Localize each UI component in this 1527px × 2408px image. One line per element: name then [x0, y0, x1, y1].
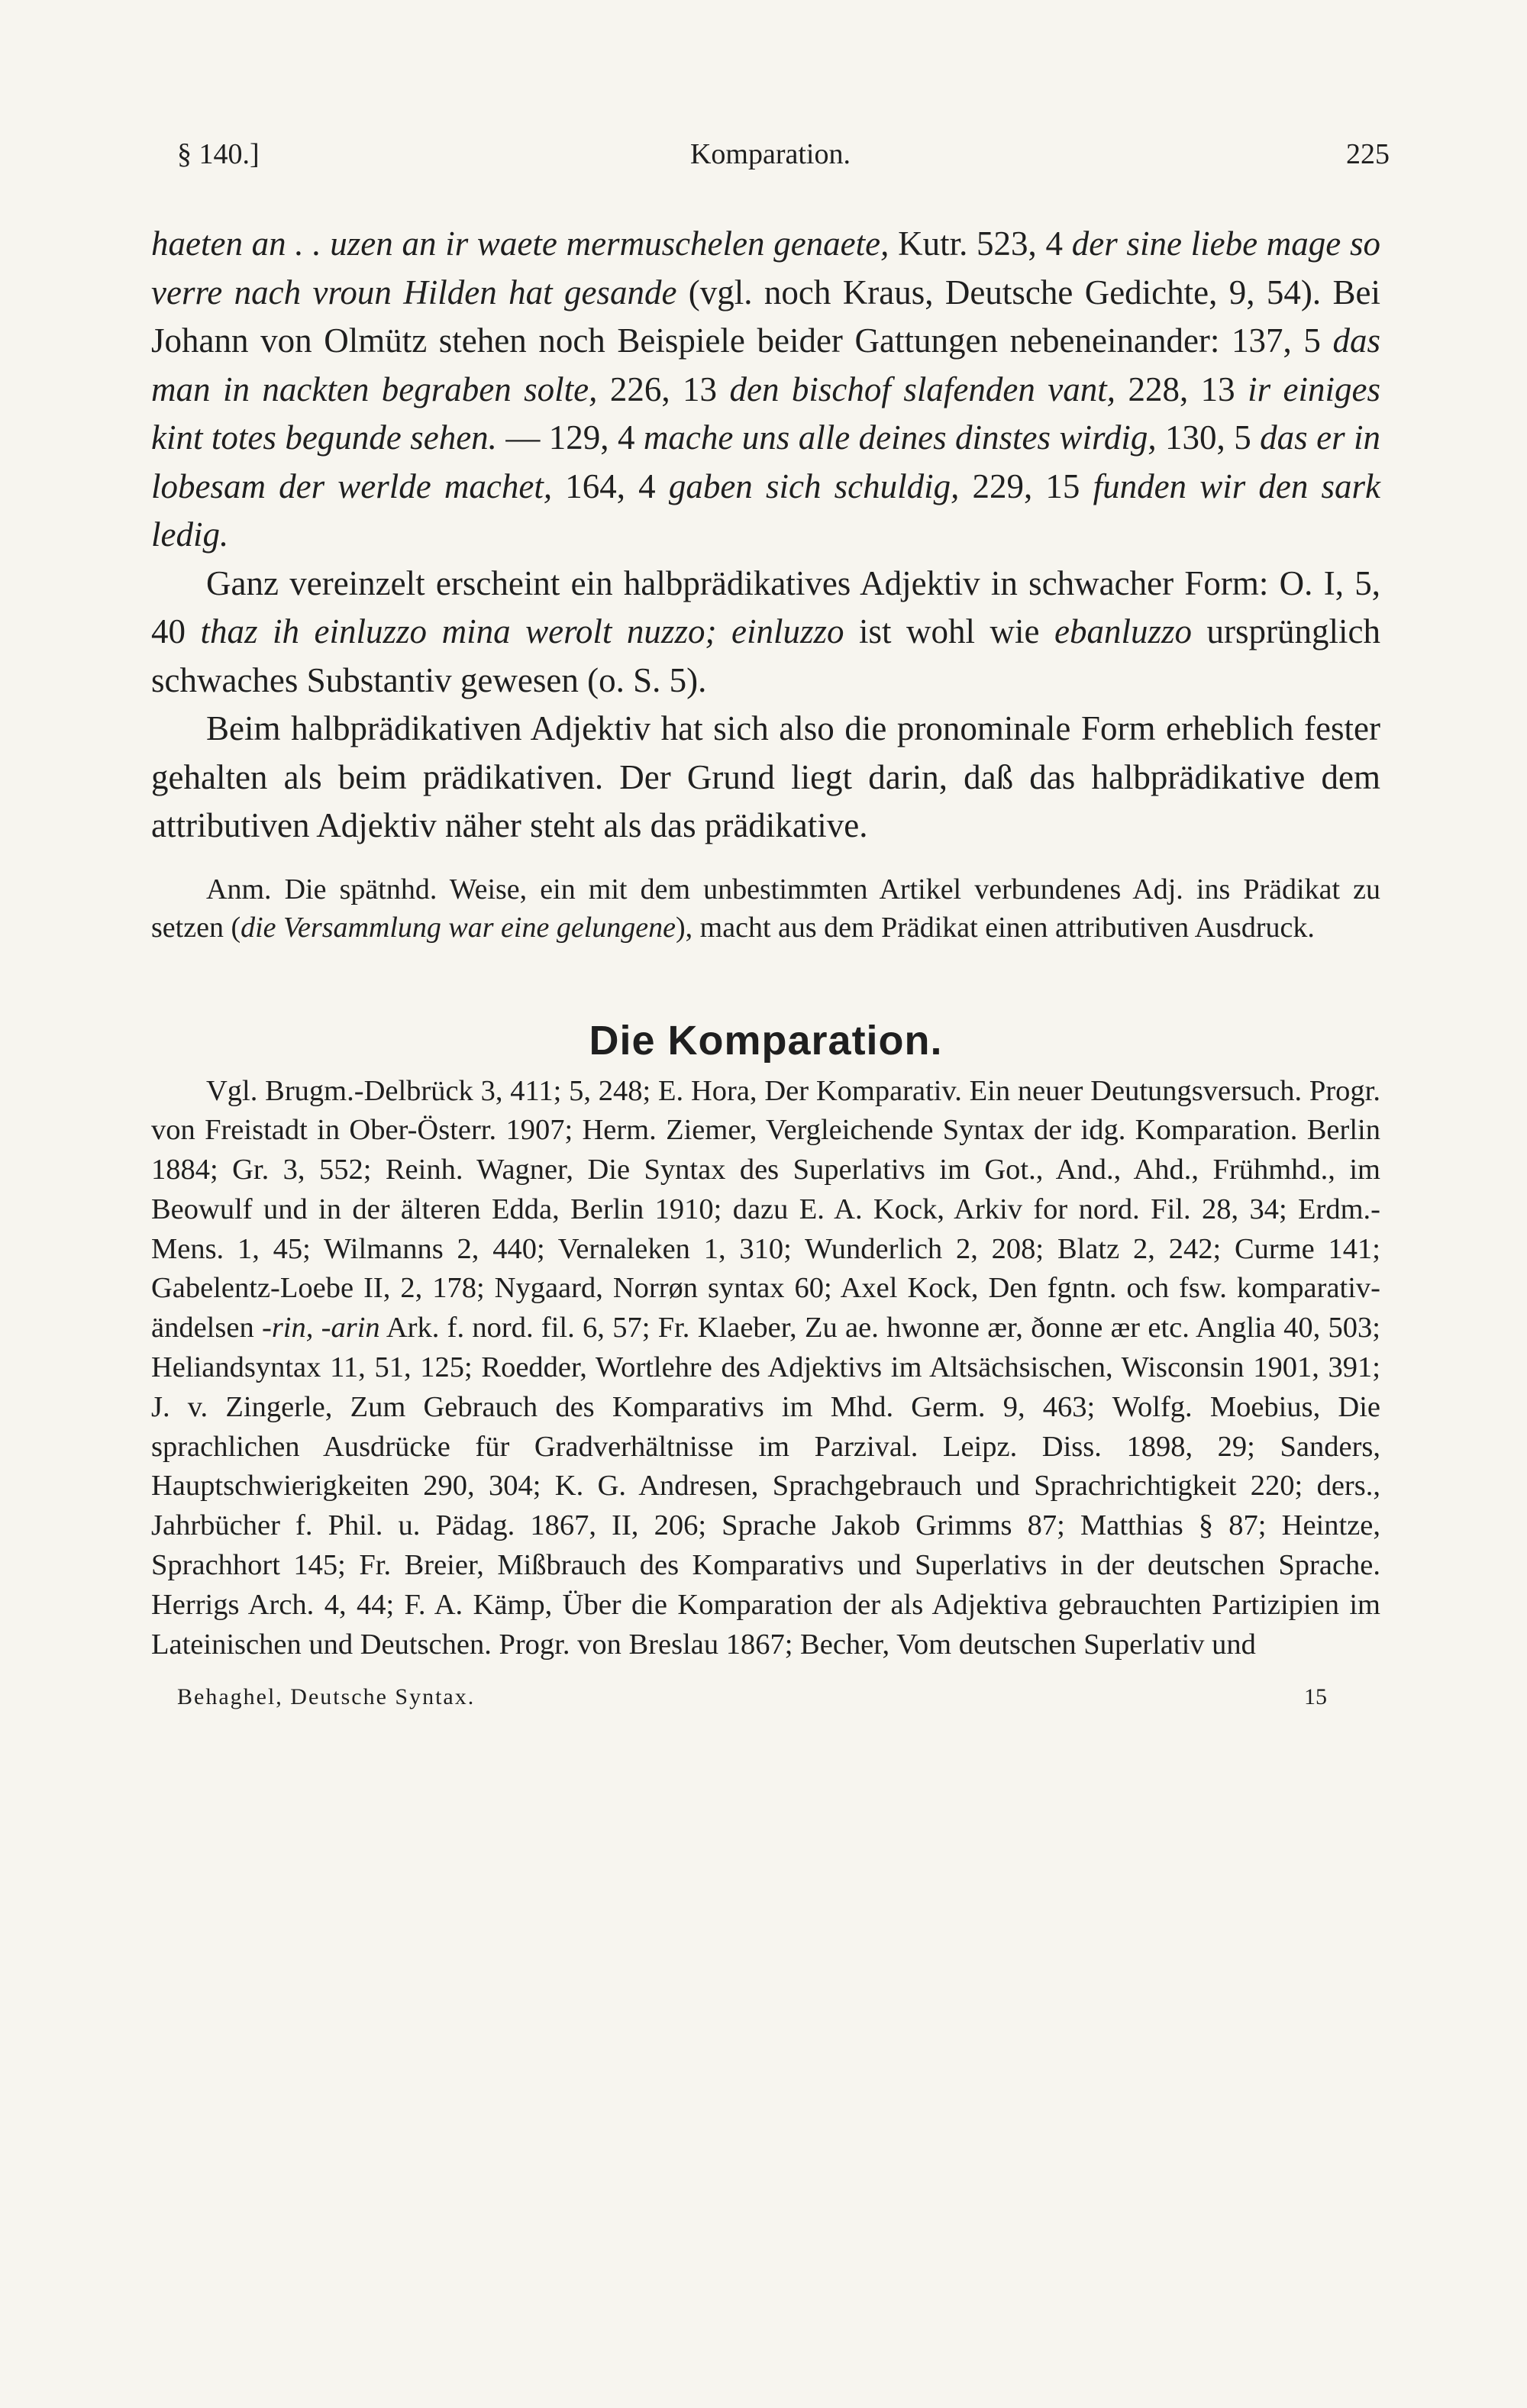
italic-text-run: den bischof slafenden vant, [729, 370, 1115, 408]
text-run: ist wohl wie [844, 612, 1055, 650]
text-run: Anm. Die spätnhd. Weise, ein mit dem unbestimmten Artikel verbundenes Adj. ins Prädikat zu setzen ( [151, 873, 1380, 944]
italic-text-run: funden wir den sark ledig. [151, 466, 1381, 554]
italic-text-run: thaz ih einluzzo mina werolt nuzzo; [200, 612, 717, 650]
italic-text-run: mache uns alle deines dinstes wirdig, [643, 418, 1157, 457]
text-run: Vgl. Brugm.-Delbrück 3, 411; 5, 248; E. Hora, Der Komparativ. Ein neuer Deutungsversuch. Progr. von Freistadt in Ober-Österr. 1907; Herm. Ziemer, Vergleichende Syntax der idg. Komparation. Berlin 1884; Gr. 3, 552; Reinh. Wagner, Die Syntax des Superlativs im Got., And., Ahd., Frühmhd., im Beowulf und in der älteren Edda, Berlin 1910; dazu E. A. Kock, Arkiv for nord. Fil. 28, 34; Erdm.-Mens. 1, 45; Wilmanns 2, 440; Vernaleken 1, 310; Wunderlich 2, 208; Blatz 2, 242; Curme 141; Gabelentz-Loebe II, 2, 178; Nygaard, Norrøn syntax 60; Axel Kock, Den fgntn. och fsw. komparativ-ändelsen [151, 1074, 1380, 1344]
paragraph-weak-form [151, 560, 1380, 705]
paragraph-examples [151, 220, 1380, 560]
text-run: — 129, 4 [496, 418, 644, 457]
text-run [716, 612, 731, 650]
footer-sheet-number: 15 [1304, 1684, 1327, 1710]
note-anm [151, 870, 1380, 947]
text-run: 229, 15 [959, 466, 1093, 505]
text-run: Kutr. 523, 4 [889, 224, 1072, 263]
text-run: 228, 13 [1115, 370, 1248, 408]
italic-text-run: gaben sich schuldig, [668, 466, 960, 505]
text-run: ), macht aus dem Prädikat einen attributiven Ausdruck. [676, 911, 1315, 944]
running-header [151, 137, 1390, 183]
page-footer [151, 1684, 1380, 1722]
text-run: 130, 5 [1156, 418, 1261, 457]
italic-text-run: die Versammlung war eine gelungene [241, 911, 676, 944]
body-text [151, 220, 1380, 851]
text-run: 164, 4 [552, 466, 669, 505]
italic-text-run: ir einiges kint totes begunde sehen. [151, 370, 1381, 457]
italic-text-run: einluzzo [731, 612, 844, 650]
text-run: 226, 13 [597, 370, 730, 408]
paragraph-conclusion [151, 705, 1380, 851]
italic-text-run: der sine liebe mage so verre nach vroun Hilden hat gesande [151, 224, 1380, 311]
footer-signature: Behaghel, Deutsche Syntax. [177, 1684, 476, 1710]
text-run: Ganz vereinzelt erscheint ein halbprädikatives Adjektiv in schwacher Form: O. I, 5, 40 [151, 563, 1380, 650]
section-title: Die Komparation. [589, 1017, 943, 1064]
header-section-ref: § 140.] [177, 138, 260, 170]
italic-text-run: das er in lobesam der werlde machet, [151, 418, 1381, 505]
bibliography [151, 1072, 1380, 1665]
header-title: Komparation. [689, 138, 851, 170]
italic-text-run: -rin, -arin [262, 1312, 380, 1344]
italic-text-run: ebanluzzo [1054, 612, 1193, 650]
text-run: Beim halbprädikativen Adjektiv hat sich also die pronominale Form erheblich fester gehalten als beim prädikativen. Der Grund liegt darin, daß das halbprädikative dem attributiven Adjektiv näher steht als das prädikative. [151, 709, 1380, 844]
text-run: ursprünglich schwaches Substantiv gewesen (o. S. 5). [151, 612, 1381, 699]
italic-text-run: haeten an . . uzen an ir waete mermuschelen genaete, [151, 224, 889, 263]
text-run: (vgl. noch Kraus, Deutsche Gedichte, 9, 54). Bei Johann von Olmütz stehen noch Beispiele beider Gattungen nebeneinander: 137, 5 [151, 273, 1380, 360]
text-run: Ark. f. nord. fil. 6, 57; Fr. Klaeber, Zu ae. hwonne ær, ðonne ær etc. Anglia 40, 503; Heliandsyntax 11, 51, 125; Roedder, Wortlehre des Adjektivs im Altsächsischen, Wisconsin 1901, 391; J. v. Zingerle, Zum Gebrauch des Komparativs im Mhd. Germ. 9, 463; Wolfg. Moebius, Die sprachlichen Ausdrücke für Gradverhältnisse im Parzival. Leipz. Diss. 1898, 29; Sanders, Hauptschwierigkeiten 290, 304; K. G. Andresen, Sprachgebrauch und Sprachrichtigkeit 220; ders., Jahrbücher f. Phil. u. Pädag. 1867, II, 206; Sprache Jakob Grimms 87; Matthias § 87; Heintze, Sprachhort 145; Fr. Breier, Mißbrauch des Komparativs und Superlativs in der deutschen Sprache. Herrigs Arch. 4, 44; F. A. Kämp, Über die Komparation der als Adjektiva gebrauchten Partizipien im Lateinischen und Deutschen. Progr. von Breslau 1867; Becher, Vom deutschen Superlativ und [151, 1312, 1380, 1661]
header-page-number: 225 [1346, 138, 1390, 170]
italic-text-run: das man in nackten begraben solte, [151, 321, 1380, 408]
